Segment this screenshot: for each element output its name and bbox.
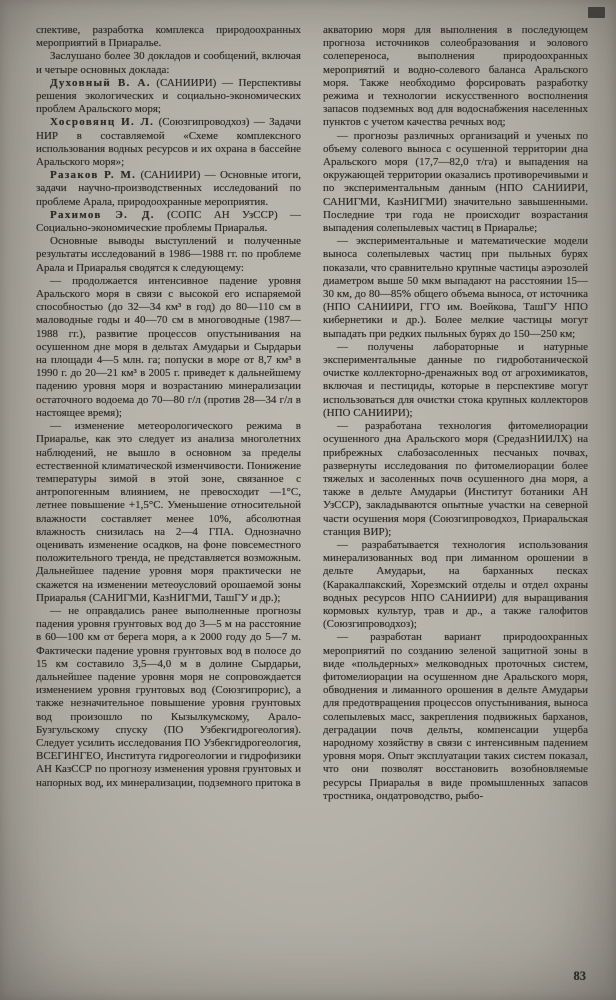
- speaker-topic: (СОПС АН УзССР) — Социально-экономические проблемы Приаралья.: [36, 208, 301, 235]
- speaker-name: Разаков Р. М.: [50, 169, 137, 182]
- paragraph: спективе, разработка комплекса природоохранных мероприятий в Приаралье.: [36, 24, 301, 50]
- speaker-paragraph: [36, 169, 301, 209]
- text-columns: [36, 24, 588, 964]
- list-item-paragraph: — разработана технология фитомелиорации осушенного дна Аральского моря (СредазНИИЛХ) на прибрежных слабозасоленных песчаных почвах, развернуты исследования по фитомелиорации более тяжелых и засоленных почв осушенного дна моря, а также в дельте Амударьи (Институт ботаники АН УзССР), закладываются опытные участки на северной части осушения моря (Союзгипроводхоз, Приаральская станция ВИР);: [323, 420, 588, 538]
- speaker-topic: (САНИИРИ) — Основные итоги, задачи научно-производственных исследований по проблеме Арала, природоохранные мероприятия.: [36, 169, 301, 208]
- paragraph: акваторию моря для выполнения в последующем прогноза источников солеобразования и эолового солепереноса, выполнения природоохранных мероприятий и водно-солевого баланса Аральского моря. Также необходимо форсировать разработку режима и технологии искусственного восполнения запасов подземных вод для водоснабжения населенных пунктов с учетом качества речных вод;: [323, 24, 588, 129]
- list-item-paragraph: — не оправдались ранее выполненные прогнозы падения уровня грунтовых вод до 3—5 м на расстояние в 60—100 км от берега моря, а к 2000 году до 5—7 м. Фактически падение уровня грунтовых вод в полосе до 15 км составило 3,5—4,0 м в долине Сырдарьи, дальнейшее падение уровня моря не сопровождается изменением уровня грунтовых вод (Союзгипрорис), а также незначительное повышение уровня грунтовых вод произошло по Кызылкумскому, Арало-Бузгульскому спуску (ПО Узбекгидрогеология). Следует усилить исследования ПО Узбекгидрогеология, ВСЕГИНГЕО, Института гидрогеологии и гидрофизики АН КазССР по прогнозу изменения уровня грунтовых и напорных вод, их минерализации, подземного притока в: [36, 604, 301, 789]
- speaker-name: Рахимов Э. Д.: [50, 208, 155, 221]
- scan-artifact-mark: [588, 7, 605, 18]
- list-item-paragraph: — экспериментальные и математические модели выноса солепылевых частиц при пыльных бурях показали, что сравнительно крупные частицы аэрозолей диаметром выше 50 мкм выпадают на расстоянии 15—30 км, до 80—85% общего объема выноса, от источника (НПО САНИИРИ, ГГО им. Воейкова, ТашГУ НПО кибернетики и др.). Более мелкие частицы могут выпадать при редких пыльных бурях до 150—250 км;: [323, 235, 588, 340]
- speaker-paragraph: [36, 116, 301, 169]
- list-item-paragraph: — прогнозы различных организаций и ученых по объему солевого выноса с осушенной территории дна Аральского моря (17,7—82,0 т/га) и выпадения на окружающей территории оказались противоречивыми и по экспериментальным данным (НПО САНИИРИ, САНИГМИ, КазНИГМИ) значительно завышенными. Последние три года не происходит возрастания выпадения солепылевых частиц в Приаралье;: [323, 129, 588, 235]
- speaker-name: Хосровянц И. Л.: [50, 116, 155, 129]
- right-column: [323, 24, 588, 964]
- speaker-paragraph: [36, 209, 301, 235]
- left-column: [36, 24, 301, 964]
- paragraph: Основные выводы выступлений и полученные результаты исследований в 1986—1988 гг. по проблеме Арала и Приаралья сводятся к следующему:: [36, 235, 301, 274]
- speaker-paragraph: [36, 77, 301, 117]
- speaker-topic: (САНИИРИ) — Перспективы решения экологических и социально-экономических проблем Аральского моря;: [36, 76, 301, 116]
- list-item-paragraph: — разработан вариант природоохранных мероприятий по созданию зеленой защитной зоны в виде «польдерных» мелководных проточных систем, фитомелиорации на осушенном дне Аральского моря, обводнения и лиманного орошения в дельте Амударьи для предотвращения процессов опустынивания, выноса солепылевых масс, закрепления подвижных барханов, деградации почв дельты, компенсации ущерба народному хозяйству в связи с интенсивным падением уровня моря. Опыт эксплуатации таких систем показал, что они позволят восстановить возобновляемые ресурсы Приаралья в виде промышленных запасов тростника, ондатроводство, рыбо-: [323, 631, 588, 802]
- list-item-paragraph: — продолжается интенсивное падение уровня Аральского моря в связи с высокой его испаряемой способностью (до 32—34 км³ в год) до 80—110 см в маловодные годы и 40—70 см в многоводные (1987—1988 гг.), развитие процессов опустынивания на осушенном дне моря в дельтах Амударьи и Сырдарьи на площади 4—5 млн. га; попуски в море от 8,7 км³ в 1990 г. до 20—21 км³ в 2005 г. приведет к дальнейшему падению уровня моря и возрастанию минерализации остаточного водоема до 70—80 г/л (против 28—34 г/л в настоящее время);: [36, 274, 301, 419]
- speaker-name: Духовный В. А.: [50, 76, 151, 89]
- page-number: 83: [573, 969, 586, 983]
- list-item-paragraph: — изменение метеорологического режима в Приаралье, как это следует из анализа многолетних наблюдений, не вышло в основном за пределы естественной климатической изменчивости. Понижение температуры зимой в этой зоне, связанное с антропогенным влиянием, не превосходит —1°С, летнее повышение +1,5°С. Уменьшение относительной влажности составляет менее 10%, абсолютная влажность снизилась на 2—4 ГПА. Однозначно оценивать изменение осадков, на фоне повсеместного положительного тренда, не представляется возможным. Дальнейшее падение уровня моря практически не скажется на изменении метеоусловий орошаемой зоны Приаралья (САНИГМИ, КазНИГМИ, ТашГУ и др.);: [36, 420, 301, 604]
- speaker-topic: (Союзгипроводхоз) — Задачи НИР в составляемой «Схеме комплексного использования водных ресурсов и их охрана в бассейне Аральского моря»;: [36, 116, 301, 169]
- list-item-paragraph: — разрабатывается технология использования минерализованных вод при лиманном орошении в дельте Амударьи, на барханных песках (Каракалпакский, Хорезмский отделы и отдел охраны водных ресурсов НПО САНИИРИ) для выращивания кормовых культур, трав и др., а также галофитов (Союзгипроводхоз);: [323, 538, 588, 631]
- paragraph: Заслушано более 30 докладов и сообщений, включая и четыре основных доклада:: [36, 50, 301, 76]
- list-item-paragraph: — получены лабораторные и натурные экспериментальные данные по гидроботанической очистке коллекторно-дренажных вод от агрохимикатов, включая и пестициды, которые в перспективе могут использоваться для очистки стока крупных коллекторов (НПО САНИИРИ);: [323, 340, 588, 419]
